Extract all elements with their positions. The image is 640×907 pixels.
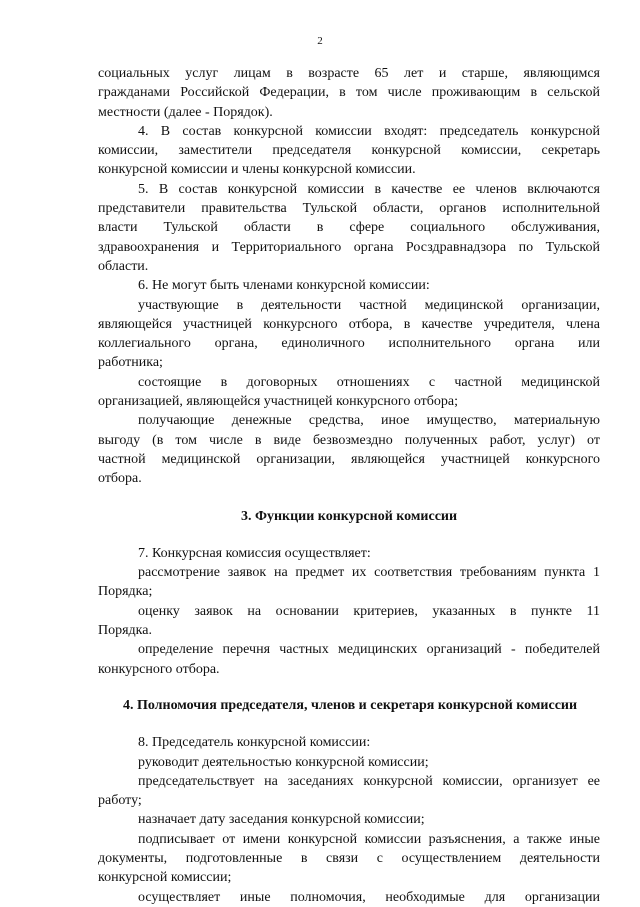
paragraph xyxy=(98,180,600,276)
text-line: конкурсной комиссии и члены конкурсной комиссии. xyxy=(98,162,416,178)
text-line: местности (далее - Порядок). xyxy=(98,104,273,120)
text-line: руководит деятельностью конкурсной комиссии; xyxy=(138,754,429,770)
text-line: социальных услуг лицам в возрасте 65 лет и старше, являющимся xyxy=(98,66,600,81)
text-line: коллегиального органа, единоличного исполнительного органа или xyxy=(98,336,600,352)
text-line: работу; xyxy=(98,793,142,809)
paragraph xyxy=(98,276,600,295)
text-line: определение перечня частных медицинских организаций - победителей xyxy=(138,642,600,658)
document-body xyxy=(98,64,600,907)
text-line: осуществляет иные полномочия, необходимые для организации xyxy=(138,889,600,905)
text-line: состоящие в договорных отношениях с частной медицинской xyxy=(138,374,600,390)
text-line: 8. Председатель конкурсной комиссии: xyxy=(138,735,371,751)
text-line: организацией, являющейся участницей конкурсного отбора; xyxy=(98,394,458,410)
paragraph xyxy=(98,411,600,488)
text-line: представители правительства Тульской области, органов исполнительной xyxy=(98,201,600,217)
text-line: конкурсного отбора. xyxy=(98,661,220,677)
text-line: частной медицинской организации, являющейся участницей конкурсного xyxy=(98,451,600,467)
paragraph xyxy=(98,640,600,679)
text-line: отбора. xyxy=(98,471,142,487)
paragraph xyxy=(98,563,600,602)
text-line: председательствует на заседаниях конкурсной комиссии, организует ее xyxy=(138,773,600,789)
paragraph xyxy=(98,602,600,641)
section-heading: 4. Полномочия председателя, членов и секретаря конкурсной комиссии xyxy=(122,697,578,713)
text-line: получающие денежные средства, иное имущество, материальную xyxy=(138,413,600,429)
text-line: Порядка. xyxy=(98,623,152,639)
paragraph xyxy=(98,122,600,180)
section-heading: 3. Функции конкурсной комиссии xyxy=(240,508,458,524)
paragraph xyxy=(98,753,600,772)
text-line: участвующие в деятельности частной медицинской организации, xyxy=(138,297,600,313)
text-line: конкурсной комиссии; xyxy=(98,870,232,886)
text-line: 7. Конкурсная комиссия осуществляет: xyxy=(138,545,371,561)
text-line: работника; xyxy=(98,355,163,371)
paragraph xyxy=(98,810,600,829)
text-line: подписывает от имени конкурсной комиссии разъяснения, а также иные xyxy=(138,831,600,847)
text-line: комиссии, заместители председателя конкурсной комиссии, секретарь xyxy=(98,143,600,159)
paragraph xyxy=(98,64,600,122)
paragraph xyxy=(98,373,600,412)
text-line: 6. Не могут быть членами конкурсной комиссии: xyxy=(138,278,430,294)
text-line: гражданами Российской Федерации, в том числе проживающим в сельской xyxy=(98,85,600,101)
spacer xyxy=(98,679,600,696)
paragraph xyxy=(98,772,600,811)
paragraph xyxy=(98,733,600,752)
text-line: рассмотрение заявок на предмет их соответствия требованиям пункта 1 xyxy=(138,565,600,581)
spacer xyxy=(98,526,600,544)
text-line: оценку заявок на основании критериев, указанных в пункте 11 xyxy=(138,603,600,619)
text-line: выгоду (в том числе в виде безвозмездно полученных работ, услуг) от xyxy=(98,432,600,448)
text-line: здравоохранения и Территориального органа Росздравнадзора по Тульской xyxy=(98,239,600,255)
text-line: 4. В состав конкурсной комиссии входят: председатель конкурсной xyxy=(138,123,600,139)
spacer xyxy=(98,489,600,507)
paragraph xyxy=(98,888,600,907)
text-line: Порядка; xyxy=(98,584,153,600)
paragraph xyxy=(98,296,600,373)
paragraph xyxy=(98,544,600,563)
text-line: назначает дату заседания конкурсной комиссии; xyxy=(138,812,425,828)
text-line: 5. В состав конкурсной комиссии в качестве ее членов включаются xyxy=(138,181,600,197)
paragraph xyxy=(98,830,600,888)
text-line: власти Тульской области в сфере социального обслуживания, xyxy=(98,220,600,236)
text-line: документы, подготовленные в связи с осуществлением деятельности xyxy=(98,850,600,866)
text-line: области. xyxy=(98,258,149,274)
spacer xyxy=(98,715,600,733)
text-line: являющейся участницей конкурсного отбора, в качестве учредителя, члена xyxy=(98,316,600,332)
page-number: 2 xyxy=(317,35,323,47)
